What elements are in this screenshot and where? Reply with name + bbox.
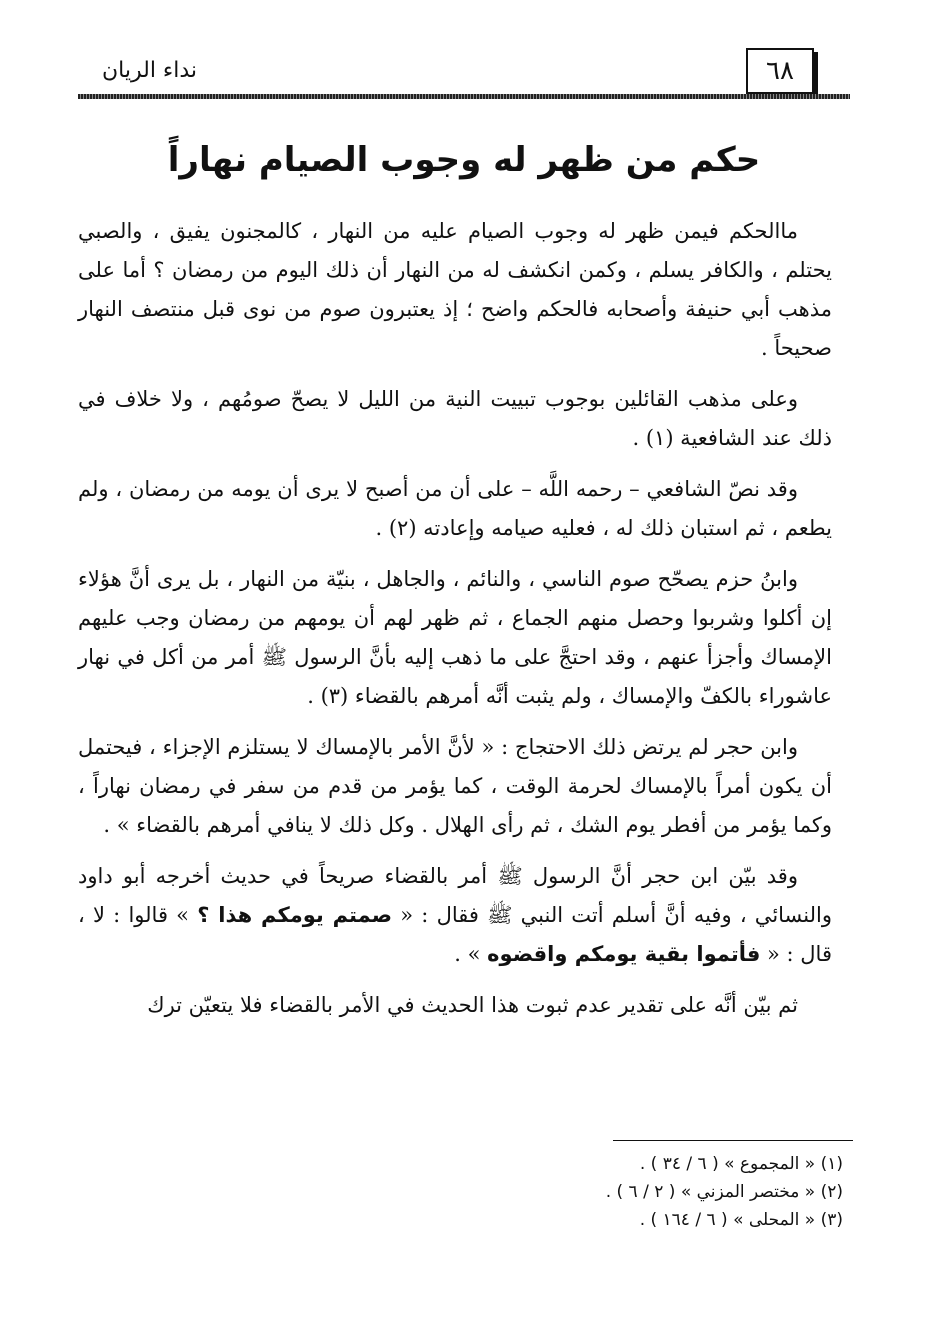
paragraph: وعلى مذهب القائلين بوجوب تبييت النية من الليل لا يصحّ صومُهم ، ولا خلاف في ذلك عند الشافعية (١) . [78, 387, 832, 450]
paragraph-hadith [78, 857, 832, 974]
footnote: (٣) « المحلى » ( ٦ / ١٦٤ ) . [639, 1210, 843, 1230]
hadith-text-after: » . [454, 942, 488, 966]
hadith-text-before: وقد بيّن ابن حجر أنَّ الرسول ﷺ أمر بالقضاء صريحاً في حديث أخرجه أبو داود والنسائي ، وفيه أنَّ أسلم أتت النبي ﷺ فقال : « [78, 864, 833, 927]
section-title: حكم من ظهر له وجوب الصيام نهاراً [167, 140, 761, 180]
paragraph: وابنُ حزم يصحّح صوم الناسي ، والنائم ، والجاهل ، بنيّة من النهار ، بل يرى أنَّ هؤلاء إن أكلوا وشربوا وحصل منهم الجماع ، ثم ظهر لهم أن يومهم من رمضان وجب عليهم الإمساك وأجزأ عنهم ، وقد احتجَّ على ما ذهب إليه بأنَّ الرسول ﷺ أمر من أكل في نهار عاشوراء بالكفّ والإمساك ، ولم يثبت أنَّه أمرهم بالقضاء (٣) . [78, 567, 832, 708]
hadith-quote-2: فأتموا بقية يومكم واقضوه [487, 942, 761, 966]
page-header [78, 40, 850, 104]
footnote-rule [613, 1140, 853, 1141]
paragraph: وقد نصّ الشافعي – رحمه اللَّه – على أن من أصبح لا يرى أن يومه من رمضان ، ولم يطعم ، ثم استبان ذلك له ، فعليه صيامه وإعادته (٢) . [78, 477, 832, 540]
footnote: (٢) « مختصر المزني » ( ٢ / ٦ ) . [605, 1182, 843, 1202]
header-rule [78, 94, 850, 99]
hadith-quote-1: صمتم يومكم هذا ؟ [197, 903, 393, 927]
body-text [78, 212, 832, 1037]
hadith-text-middle: » قالوا : لا ، قال : « [78, 903, 832, 966]
running-title: نداء الريان [102, 58, 198, 83]
paragraph: وابن حجر لم يرتض ذلك الاحتجاج : « لأنَّ الأمر بالإمساك لا يستلزم الإجزاء ، فيحتمل أن يكون أمراً بالإمساك لحرمة الوقت ، كما يؤمر من قدم من سفر في رمضان نهاراً ، وكما يؤمر من أفطر يوم الشك ، ثم رأى الهلال . وكل ذلك لا ينافي أمرهم بالقضاء » . [78, 735, 832, 837]
footnote: (١) « المجموع » ( ٦ / ٣٤ ) . [639, 1154, 843, 1174]
paragraph: ماالحكم فيمن ظهر له وجوب الصيام عليه من النهار ، كالمجنون يفيق ، والصبي يحتلم ، والكافر يسلم ، وكمن انكشف له من النهار أن ذلك اليوم من رمضان ؟ أما على مذهب أبي حنيفة وأصحابه فالحكم واضح ؛ إذ يعتبرون صوم من نوى قبل منتصف النهار صحيحاً . [78, 219, 832, 360]
footnotes [343, 1150, 843, 1234]
page-number: ٦٨ [746, 48, 814, 94]
paragraph: ثم بيّن أنَّه على تقدير عدم ثبوت هذا الحديث في الأمر بالقضاء فلا يتعيّن ترك [147, 993, 798, 1017]
